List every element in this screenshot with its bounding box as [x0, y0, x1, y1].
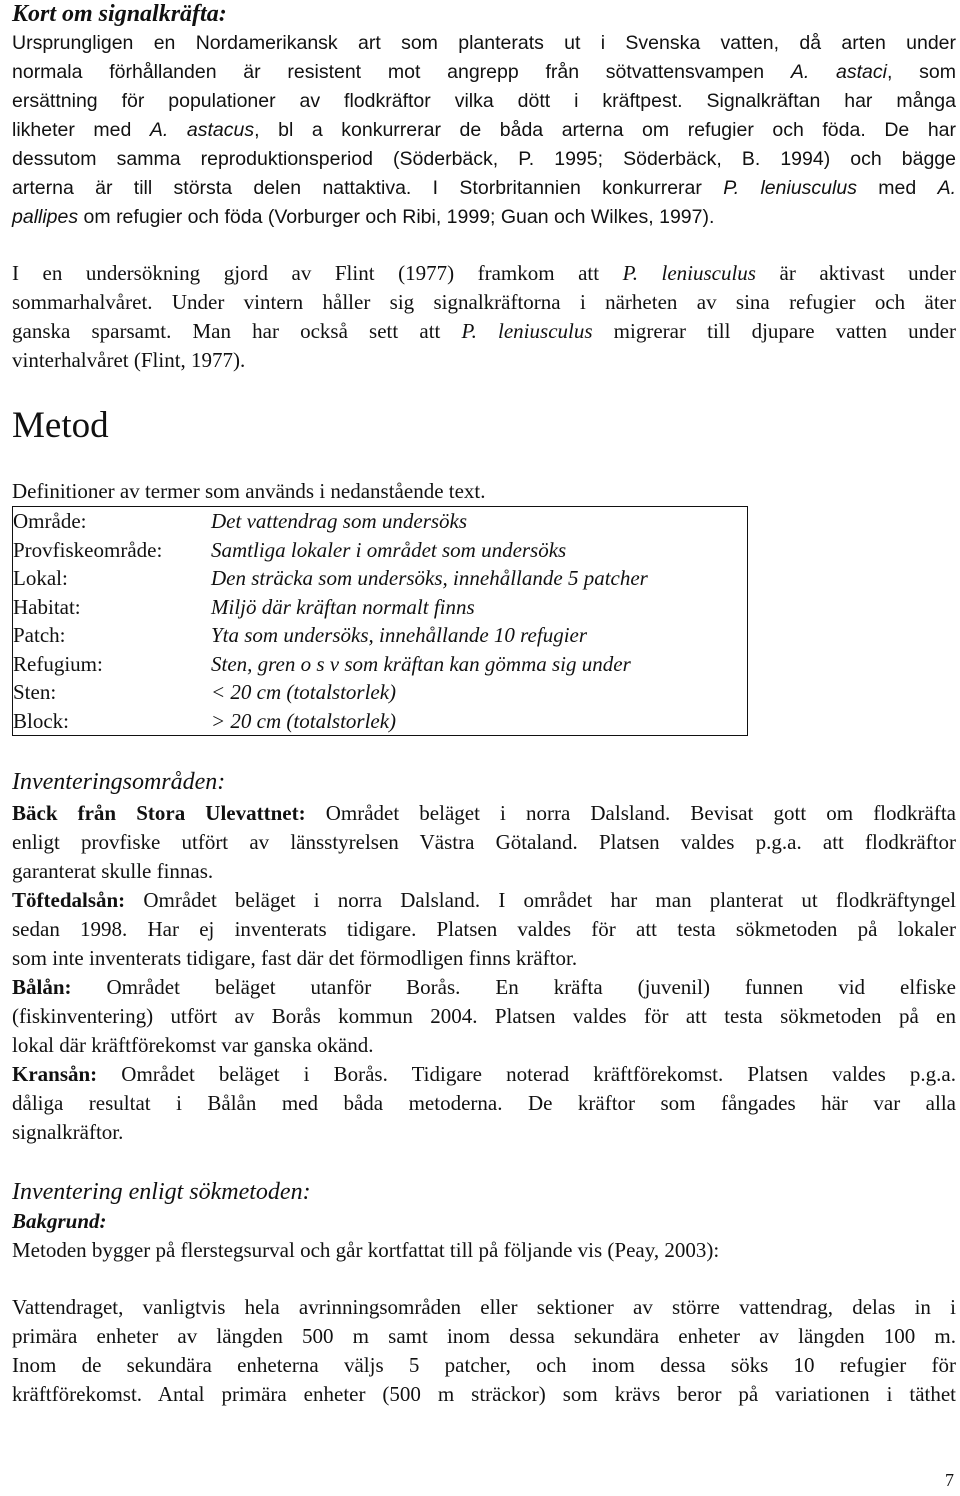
definition-term: Patch:: [13, 623, 66, 647]
definition-term: Sten:: [13, 680, 57, 704]
text-line: dessutom samma reproduktionsperiod (Söderbäck, P. 1995; Söderbäck, B. 1994) och bägge: [12, 148, 956, 170]
text-line: garanterat skulle finnas.: [12, 859, 214, 883]
text-line: Metoden bygger på flerstegsurval och går kortfattat till på följande vis (Peay, 2003):: [12, 1238, 720, 1262]
text-line: enligt provfiske utfört av länsstyrelsen Västra Götaland. Platsen valdes p.g.a. att flodkräftor: [12, 830, 956, 854]
text-line: pallipes om refugier och föda (Vorburger och Ribi, 1999; Guan och Wilkes, 1997).: [12, 206, 715, 228]
text-line: Kransån: Området beläget i Borås. Tidigare noterad kräftförekomst. Platsen valdes p.g.a.: [12, 1062, 956, 1086]
text-line: primära enheter av längden 500 m samt inom dessa sekundära enheter av längden 100 m.: [12, 1324, 956, 1348]
text-line: lokal där kräftförekomst var ganska okänd.: [12, 1033, 374, 1057]
text-line: Ursprungligen en Nordamerikansk art som planterats ut i Svenska vatten, då arten under: [12, 32, 956, 54]
text-line: signalkräftor.: [12, 1120, 124, 1144]
subheading-text: Bakgrund:: [12, 1209, 107, 1233]
text-line: (fiskinventering) utfört av Borås kommun 2004. Platsen valdes för att testa sökmetoden på en: [12, 1004, 956, 1028]
text-line: vinterhalvåret (Flint, 1977).: [12, 348, 246, 372]
definition-term: Lokal:: [13, 566, 68, 590]
text-line: som inte inventerats tidigare, fast där det förmodligen finns kräftor.: [12, 946, 578, 970]
text-line: Inom de sekundära enheterna väljs 5 patcher, och inom dessa söks 10 refugier för: [12, 1353, 956, 1377]
definition-value: > 20 cm (totalstorlek): [211, 708, 397, 733]
definition-value: Det vattendrag som undersöks: [211, 509, 468, 533]
text-line: ganska sparsamt. Man har också sett att P. leniusculus migrerar till djupare vatten under: [12, 319, 956, 343]
definition-term: Block:: [13, 708, 69, 733]
text-line: normala förhållanden är resistent mot angrepp från sötvattensvampen A. astaci, som: [12, 61, 956, 83]
section-heading-omraden: Inventeringsområden:: [12, 769, 226, 795]
definitions-table: [12, 506, 748, 736]
definition-value: Miljö där kräftan normalt finns: [211, 594, 475, 619]
definition-value: Den sträcka som undersöks, innehållande 5 patcher: [211, 566, 648, 590]
definition-term: Område:: [13, 509, 87, 533]
text-line: sedan 1998. Har ej inventerats tidigare. Platsen valdes för att testa sökmetoden på lokaler: [12, 917, 956, 941]
text-line: Definitioner av termer som används i nedanstående text.: [12, 479, 486, 503]
section-heading-metod: Metod: [12, 405, 109, 446]
section-heading-kort: Kort om signalkräfta:: [12, 1, 227, 27]
definition-value: Sten, gren o s v som kräftan kan gömma sig under: [211, 651, 631, 676]
definition-value: Yta som undersöks, innehållande 10 refugier: [211, 623, 588, 647]
text-line: kräftförekomst. Antal primära enheter (500 m sträckor) som krävs beror på variationen i täthet: [12, 1382, 956, 1406]
definition-term: Habitat:: [13, 594, 81, 619]
text-line: Bålån: Området beläget utanför Borås. En kräfta (juvenil) funnen vid elfiske: [12, 975, 956, 999]
text-line: likheter med A. astacus, bl a konkurrerar de båda arterna om refugier och föda. De har: [12, 119, 956, 141]
text-line: arterna är till största delen nattaktiva. I Storbritannien konkurrerar P. leniusculus med A.: [12, 177, 956, 199]
text-line: Bäck från Stora Ulevattnet: Området beläget i norra Dalsland. Bevisat gott om flodkräfta: [12, 801, 956, 825]
text-line: I en undersökning gjord av Flint (1977) framkom att P. leniusculus är aktivast under: [12, 261, 956, 285]
text-line: Vattendraget, vanligtvis hela avrinningsområden eller sektioner av större vattendrag, delas in i: [12, 1295, 956, 1319]
text-line: dåliga resultat i Bålån med båda metoderna. De kräftor som fångades här var alla: [12, 1091, 956, 1115]
definition-term: Provfiskeområde:: [13, 537, 163, 562]
definition-term: Refugium:: [13, 651, 103, 676]
text-line: Töftedalsån: Området beläget i norra Dalsland. I området har man planterat ut flodkräftyngel: [12, 888, 956, 912]
section-heading-sokmetoden: Inventering enligt sökmetoden:: [12, 1179, 311, 1205]
definition-value: < 20 cm (totalstorlek): [211, 680, 397, 704]
page-number: 7: [945, 1470, 954, 1490]
definition-value: Samtliga lokaler i området som undersöks: [211, 537, 567, 562]
text-line: sommarhalvåret. Under vintern håller sig signalkräftorna i närheten av sina refugier och äter: [12, 290, 956, 314]
text-line: ersättning för populationer av flodkräftor vilka dött i kräftpest. Signalkräftan har många: [12, 90, 956, 112]
